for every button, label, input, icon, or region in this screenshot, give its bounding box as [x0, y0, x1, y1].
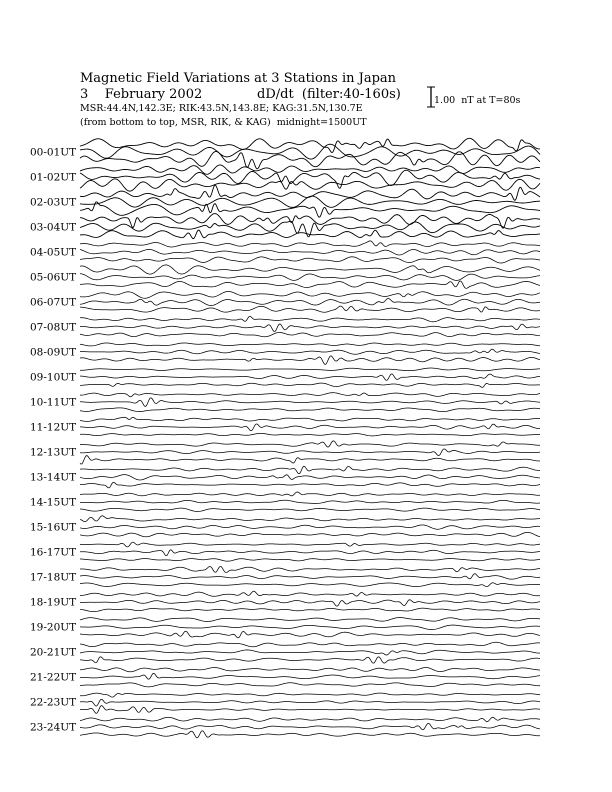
waveform-trace-kag: [80, 542, 540, 547]
hour-row-label: 18-19UT: [30, 596, 77, 609]
waveform-trace-kag: [80, 165, 540, 174]
waveform-trace-msr: [80, 306, 540, 312]
hour-row-label: 23-24UT: [30, 721, 77, 734]
hour-row-label: 01-02UT: [30, 171, 77, 184]
hour-row-label: 05-06UT: [30, 271, 77, 284]
waveform-trace-kag: [80, 417, 540, 421]
waveform-trace-rik: [80, 324, 540, 332]
hour-row-label: 03-04UT: [30, 221, 77, 234]
station-order-note: (from bottom to top, MSR, RIK, & KAG) midnight=1500UT: [80, 117, 367, 128]
waveform-trace-rik: [80, 525, 540, 529]
waveform-trace-msr: [80, 332, 540, 336]
waveform-trace-msr: [80, 583, 540, 587]
chart-title: Magnetic Field Variations at 3 Stations in Japan: [80, 71, 397, 86]
waveform-trace-msr: [80, 532, 540, 536]
waveform-trace-rik: [80, 398, 540, 407]
waveform-trace-msr: [80, 482, 540, 488]
waveform-trace-rik: [80, 374, 540, 380]
hour-row-label: 09-10UT: [30, 371, 77, 384]
waveform-trace-msr: [80, 179, 540, 191]
waveform-plot: [0, 130, 612, 750]
hour-row-label: 08-09UT: [30, 346, 77, 359]
hour-row-label: 11-12UT: [30, 421, 77, 434]
hour-row-label: 02-03UT: [30, 196, 77, 209]
component-label: dD/dt (filter:40-160s): [257, 87, 401, 102]
waveform-trace-kag: [80, 693, 540, 697]
hour-row-label: 14-15UT: [30, 496, 77, 509]
hour-row-label: 07-08UT: [30, 321, 77, 334]
waveform-trace-kag: [80, 241, 540, 247]
waveform-trace-kag: [80, 441, 540, 447]
waveform-trace-rik: [80, 673, 540, 679]
waveform-trace-msr: [80, 202, 540, 217]
waveform-trace-rik: [80, 221, 540, 236]
waveform-trace-msr: [80, 257, 540, 263]
waveform-trace-rik: [80, 170, 540, 188]
waveform-trace-rik: [80, 500, 540, 503]
waveform-trace-rik: [80, 574, 540, 579]
waveform-trace-msr: [80, 683, 540, 687]
waveform-trace-rik: [80, 196, 540, 207]
waveform-trace-rik: [80, 144, 540, 159]
waveform-trace-msr: [80, 508, 540, 511]
waveform-trace-rik: [80, 650, 540, 655]
waveform-trace-kag: [80, 516, 540, 522]
waveform-trace-msr: [80, 408, 540, 412]
waveform-trace-rik: [80, 625, 540, 629]
hour-row-label: 21-22UT: [30, 671, 77, 684]
waveform-trace-msr: [80, 456, 540, 465]
waveform-trace-kag: [80, 291, 540, 298]
hour-row-label: 00-01UT: [30, 146, 77, 159]
waveform-trace-msr: [80, 281, 540, 288]
waveform-trace-rik: [80, 274, 540, 281]
hour-row-label: 04-05UT: [30, 246, 77, 259]
date-label: 3 February 2002: [80, 87, 203, 102]
waveform-trace-kag: [80, 591, 540, 596]
waveform-trace-msr: [80, 706, 540, 714]
waveform-trace-kag: [80, 566, 540, 572]
waveform-trace-kag: [80, 393, 540, 397]
hour-row-label: 17-18UT: [30, 571, 77, 584]
scale-label: 1.00 nT at T=80s: [434, 95, 521, 106]
waveform-trace-rik: [80, 449, 540, 456]
hour-row-label: 22-23UT: [30, 696, 77, 709]
hour-row-label: 16-17UT: [30, 546, 77, 559]
waveform-trace-rik: [80, 249, 540, 255]
waveform-trace-msr: [80, 657, 540, 663]
waveform-trace-kag: [80, 316, 540, 322]
hour-row-label: 20-21UT: [30, 646, 77, 659]
waveform-trace-kag: [80, 717, 540, 721]
waveform-trace-kag: [80, 492, 540, 496]
waveform-trace-msr: [80, 356, 540, 365]
waveform-trace-msr: [80, 559, 540, 562]
waveform-trace-rik: [80, 699, 540, 706]
hour-row-label: 10-11UT: [30, 396, 77, 409]
waveform-trace-rik: [80, 550, 540, 556]
hour-row-label: 15-16UT: [30, 521, 77, 534]
waveform-trace-msr: [80, 631, 540, 638]
waveform-trace-kag: [80, 138, 540, 152]
waveform-trace-msr: [80, 433, 540, 436]
waveform-trace-kag: [80, 618, 540, 622]
station-coordinates: MSR:44.4N,142.3E; RIK:43.5N,143.8E; KAG:31.5N,130.7E: [80, 103, 363, 114]
waveform-trace-kag: [80, 265, 540, 274]
waveform-trace-rik: [80, 424, 540, 431]
waveform-trace-rik: [80, 600, 540, 606]
waveform-trace-rik: [80, 723, 540, 729]
waveform-trace-kag: [80, 368, 540, 371]
hour-row-label: 13-14UT: [30, 471, 77, 484]
hour-row-label: 12-13UT: [30, 446, 77, 459]
waveform-trace-msr: [80, 383, 540, 387]
waveform-trace-kag: [80, 343, 540, 346]
hour-row-label: 19-20UT: [30, 621, 77, 634]
waveform-trace-rik: [80, 475, 540, 480]
waveform-trace-kag: [80, 668, 540, 672]
hour-row-label: 06-07UT: [30, 296, 77, 309]
waveform-trace-rik: [80, 349, 540, 354]
waveform-trace-kag: [80, 466, 540, 474]
waveform-trace-rik: [80, 298, 540, 305]
waveform-trace-kag: [80, 642, 540, 647]
waveform-trace-msr: [80, 731, 540, 738]
waveform-trace-msr: [80, 608, 540, 611]
